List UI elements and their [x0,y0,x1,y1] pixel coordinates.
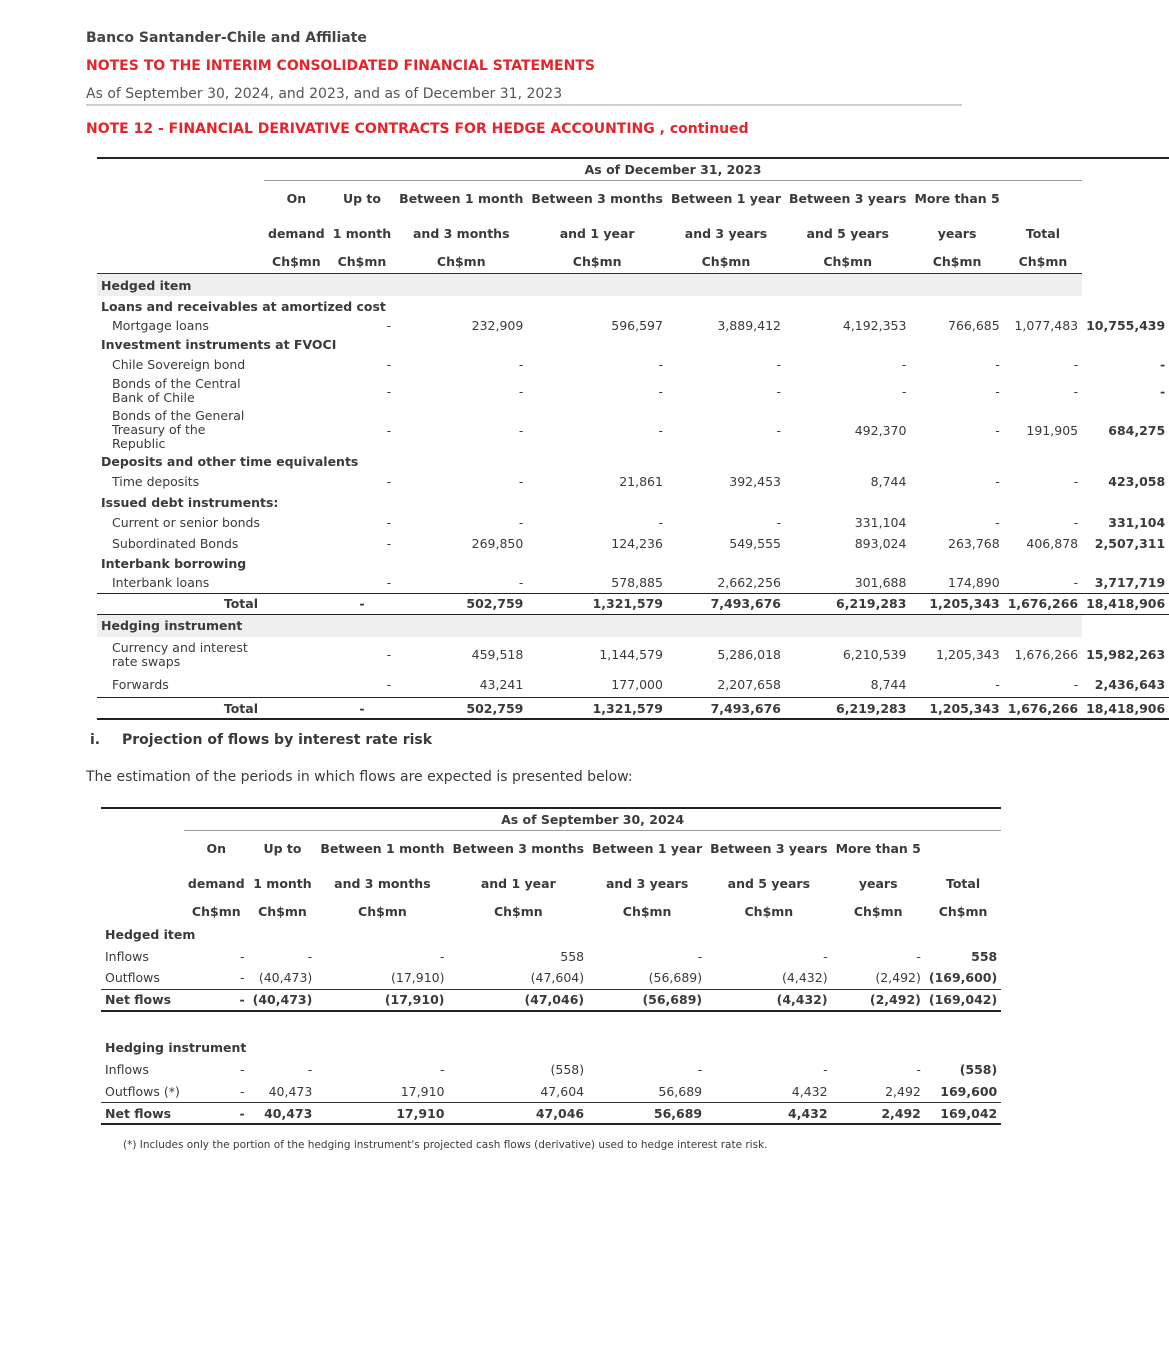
cell: - [518,356,524,372]
row-total: 18,418,906 [1082,698,1169,720]
cell: 502,759 [395,593,527,614]
cell: - [901,356,907,372]
cell: 406,878 [1026,535,1079,551]
unit-header: Ch$mn [329,251,395,274]
cell: - [658,356,663,372]
col-header: 1 month [332,226,392,241]
unit-header: Ch$mn [1004,251,1082,274]
cell: (2,492) [832,989,925,1011]
row-total: 169,042 [925,1103,1001,1125]
cell: 6,210,539 [842,647,907,662]
cell: 4,432 [791,1083,828,1099]
cell: 21,861 [619,474,663,489]
row-total: - [1159,383,1166,399]
cell: 6,219,283 [785,593,910,614]
col-header: and 3 years [684,226,768,241]
row-label: Mortgage loans [112,317,209,333]
col-header: More than 5 [835,841,921,856]
hedge-maturity-table-2023 [97,157,1169,720]
cell: - [1073,515,1079,530]
cell: - [439,948,445,964]
col-header: On [206,841,227,856]
cell: - [240,948,245,964]
cell: - [386,356,392,372]
cell: 459,518 [471,647,524,662]
cell: - [995,356,1000,372]
cell: 331,104 [854,515,907,530]
col-header: Between 3 years [710,841,828,856]
cell: 8,744 [870,677,907,693]
unit-header: Ch$mn [667,251,785,274]
table-period-title: As of December 31, 2023 [264,158,1082,181]
flow-projection-table-2024 [101,807,1001,1125]
cell: - [916,948,921,964]
cell: - [518,422,524,438]
cell: 1,077,483 [1014,317,1079,333]
row-total: 169,600 [940,1083,998,1099]
cell: 1,676,266 [1004,593,1082,614]
unit-header: Ch$mn [191,904,241,919]
row-label: Net flows [101,1103,184,1125]
cell: - [518,515,524,530]
cell: 2,662,256 [717,575,781,591]
section-hedging-instrument: Hedging instrument [97,614,1082,637]
cell: 2,492 [832,1103,925,1125]
cell: - [823,948,828,964]
total-row [97,593,1169,614]
table-row [97,373,1169,409]
col-header: and 5 years [727,876,811,891]
row-total: 18,418,906 [1082,593,1169,614]
cell: - [518,383,524,399]
cell: 3,889,412 [717,317,781,333]
cell: 502,759 [395,698,527,720]
col-header: More than 5 [914,191,1000,206]
cell: - [697,1062,703,1077]
row-total: 2,507,311 [1094,535,1166,551]
cell: - [776,356,781,372]
header-divider [86,104,962,106]
cell: - [386,383,392,399]
cell: (2,492) [875,970,921,986]
group-loans: Loans and receivables at amortized cost [101,298,386,314]
cell: 492,370 [854,422,907,438]
section-number: i. [90,732,101,748]
cell: 4,432 [706,1103,831,1125]
cell: 558 [560,948,585,964]
unit-header: Ch$mn [622,904,672,919]
cell: 1,205,343 [936,647,1000,662]
cell: 7,493,676 [667,698,785,720]
cell: - [1073,356,1079,372]
cell: - [518,474,524,489]
cell: - [1073,383,1079,399]
cell: - [776,515,781,530]
col-header: Between 1 year [592,841,703,856]
cell: - [386,422,392,438]
row-total: 10,755,439 [1086,317,1166,333]
total-label: Total [97,698,264,720]
cell: 8,744 [870,474,907,489]
cell: (47,604) [530,970,585,986]
col-header: Between 1 year [670,191,781,206]
unit-header: Ch$mn [853,904,903,919]
cell: - [386,647,392,662]
cell: 191,905 [1026,422,1079,438]
cell: - [1073,474,1079,489]
table-row [97,316,1169,334]
cell: - [901,383,907,399]
col-header: and 3 months [334,876,431,891]
row-total: 558 [971,948,998,964]
row-label: Bonds of the General Treasury of the Republic [112,408,245,451]
cell: - [329,698,395,720]
row-total: 3,717,719 [1094,575,1166,591]
unit-header: Ch$mn [785,251,910,274]
col-header: and 3 months [413,226,510,241]
row-total: 423,058 [1108,474,1166,489]
row-total: (169,600) [928,970,998,986]
company-name: Banco Santander-Chile and Affiliate [86,30,367,46]
cell: - [776,383,781,399]
row-label: Bonds of the Central Bank of Chile [112,376,241,405]
cell: - [658,422,663,438]
cell: 392,453 [729,474,781,489]
row-total: 2,436,643 [1094,677,1166,693]
cell: - [307,1062,313,1077]
row-total: (558) [959,1062,998,1077]
cell: - [184,1103,249,1125]
table-row [101,945,1001,967]
cell: - [439,1062,445,1077]
cell: - [240,970,245,986]
col-header: Total [945,876,981,891]
cell: 177,000 [611,677,663,693]
table-row [101,1081,1001,1103]
section-hedged-item: Hedged item [97,274,1082,297]
row-total: - [1159,356,1166,372]
unit-header: Ch$mn [938,904,988,919]
table-row [97,673,1169,698]
cell: - [776,422,781,438]
col-header: Between 1 month [320,841,445,856]
cell: - [518,575,524,591]
cell: 269,850 [471,535,524,551]
unit-header: Ch$mn [395,251,527,274]
col-header: and 1 year [480,876,556,891]
section-hedging-instrument: Hedging instrument [105,1040,247,1055]
cell: (56,689) [588,989,706,1011]
cell: - [386,677,392,693]
cell: 1,321,579 [527,593,667,614]
table-row [97,355,1169,373]
cell: 40,473 [249,1103,317,1125]
cell: (40,473) [249,989,317,1011]
notes-title: NOTES TO THE INTERIM CONSOLIDATED FINANCIAL STATEMENTS [86,58,595,74]
cell: 1,676,266 [1014,647,1079,662]
section-intro: The estimation of the periods in which flows are expected is presented below: [86,769,633,785]
cell: - [658,515,663,530]
table-period-title: As of September 30, 2024 [184,808,1001,831]
cell: (558) [550,1062,585,1077]
cell: - [658,383,663,399]
table-row [97,409,1169,451]
cell: (17,910) [316,989,448,1011]
cell: 47,046 [448,1103,588,1125]
row-label: Current or senior bonds [112,515,260,530]
row-label: Outflows [105,970,160,986]
report-date: As of September 30, 2024, and 2023, and as of December 31, 2023 [86,86,563,102]
cell: - [386,575,392,591]
cell: - [240,1083,245,1099]
cell: - [995,422,1000,438]
cell: 1,205,343 [910,593,1003,614]
cell: (40,473) [258,970,313,986]
cell: - [184,989,249,1011]
cell: - [329,593,395,614]
cell: 893,024 [854,535,907,551]
row-label: Chile Sovereign bond [112,356,246,372]
row-label: Time deposits [112,474,200,489]
cell: - [386,317,392,333]
cell: - [386,474,392,489]
cell: 56,689 [658,1083,703,1099]
row-label: Inflows [105,948,149,964]
col-header: and 5 years [806,226,889,241]
cell: 1,144,579 [599,647,663,662]
unit-header: Ch$mn [258,904,307,919]
cell: 1,676,266 [1004,698,1082,720]
cell: 174,890 [948,575,1000,591]
unit-header: Ch$mn [910,251,1003,274]
cell: 232,909 [471,317,524,333]
total-row [97,698,1169,720]
footnote: (*) Includes only the portion of the hedging instrument's projected cash flows (derivative) used to hedge interest rate risk. [123,1139,768,1151]
cell: - [995,515,1000,530]
note-title: NOTE 12 - FINANCIAL DERIVATIVE CONTRACTS FOR HEDGE ACCOUNTING , continued [86,121,749,137]
unit-header: Ch$mn [358,904,407,919]
row-label: Subordinated Bonds [112,535,239,551]
section-i-heading [90,732,432,748]
cell: 17,910 [316,1103,448,1125]
cell: - [307,948,313,964]
net-flows-row [101,989,1001,1011]
cell: 301,688 [854,575,907,591]
cell: 56,689 [588,1103,706,1125]
cell: 4,192,353 [842,317,907,333]
table-row [97,471,1169,492]
cell: - [386,535,392,551]
col-header: demand [268,226,325,241]
cell: - [823,1062,828,1077]
total-label: Total [97,593,264,614]
section-hedged-item: Hedged item [105,926,196,942]
unit-header: Ch$mn [744,904,794,919]
cell: 578,885 [611,575,663,591]
group-deposits: Deposits and other time equivalents [101,453,359,469]
table-row [101,967,1001,989]
col-header: and 1 year [559,226,635,241]
cell: - [995,383,1000,399]
col-header: Between 3 months [452,841,585,856]
row-total: 684,275 [1108,422,1166,438]
col-header: On [286,191,307,206]
cell: (4,432) [706,989,831,1011]
group-interbank: Interbank borrowing [101,555,247,571]
cell: 2,492 [885,1083,921,1099]
col-header: and 3 years [605,876,689,891]
col-header [925,831,1001,868]
row-label: Net flows [101,989,184,1011]
group-debt: Issued debt instruments: [101,494,279,510]
cell: (4,432) [782,970,828,986]
row-total: 15,982,263 [1086,647,1166,662]
col-header: Between 3 years [788,191,907,206]
cell: - [1073,677,1079,693]
row-label: Forwards [112,677,169,693]
cell: - [995,474,1000,489]
cell: 47,604 [540,1083,585,1099]
cell: 549,555 [729,535,781,551]
cell: - [697,948,703,964]
cell: (56,689) [648,970,703,986]
col-header: Up to [263,841,302,856]
col-header [1004,181,1082,218]
col-header: Between 1 month [399,191,524,206]
cell: 43,241 [479,677,524,693]
cell: 7,493,676 [667,593,785,614]
cell: 1,205,343 [910,698,1003,720]
cell: 263,768 [948,535,1000,551]
cell: 2,207,658 [717,677,781,693]
section-title: Projection of flows by interest rate risk [122,732,433,748]
net-flows-row [101,1103,1001,1125]
cell: (17,910) [390,970,445,986]
cell: 40,473 [268,1083,313,1099]
col-header: demand [187,876,245,891]
cell: 124,236 [611,535,663,551]
table-row [97,573,1169,593]
cell: 5,286,018 [717,647,781,662]
cell: - [916,1062,921,1077]
row-total: (169,042) [925,989,1001,1011]
unit-header: Ch$mn [493,904,543,919]
col-header: years [937,226,977,241]
group-fvoci: Investment instruments at FVOCI [101,337,337,352]
col-header: Total [1025,226,1060,241]
row-total: 331,104 [1108,515,1166,530]
unit-header: Ch$mn [264,251,329,274]
table-row [97,637,1169,673]
col-header: Up to [342,191,381,206]
cell: - [1073,575,1079,591]
cell: - [995,677,1000,693]
col-header: 1 month [253,876,312,891]
col-header: Between 3 months [531,191,663,206]
row-label: Currency and interest rate swaps [112,639,248,669]
table-row [101,1059,1001,1081]
cell: 1,321,579 [527,698,667,720]
unit-header: Ch$mn [527,251,667,274]
cell: 17,910 [400,1083,445,1099]
row-label: Outflows (*) [105,1083,180,1099]
table-row [97,512,1169,533]
cell: 766,685 [948,317,1000,333]
cell: (47,046) [448,989,588,1011]
cell: 596,597 [611,317,663,333]
table-row [97,533,1169,553]
cell: - [386,515,392,530]
cell: - [240,1062,245,1077]
col-header: years [858,876,898,891]
cell: 6,219,283 [785,698,910,720]
row-label: Interbank loans [112,575,210,591]
row-label: Inflows [105,1062,149,1077]
